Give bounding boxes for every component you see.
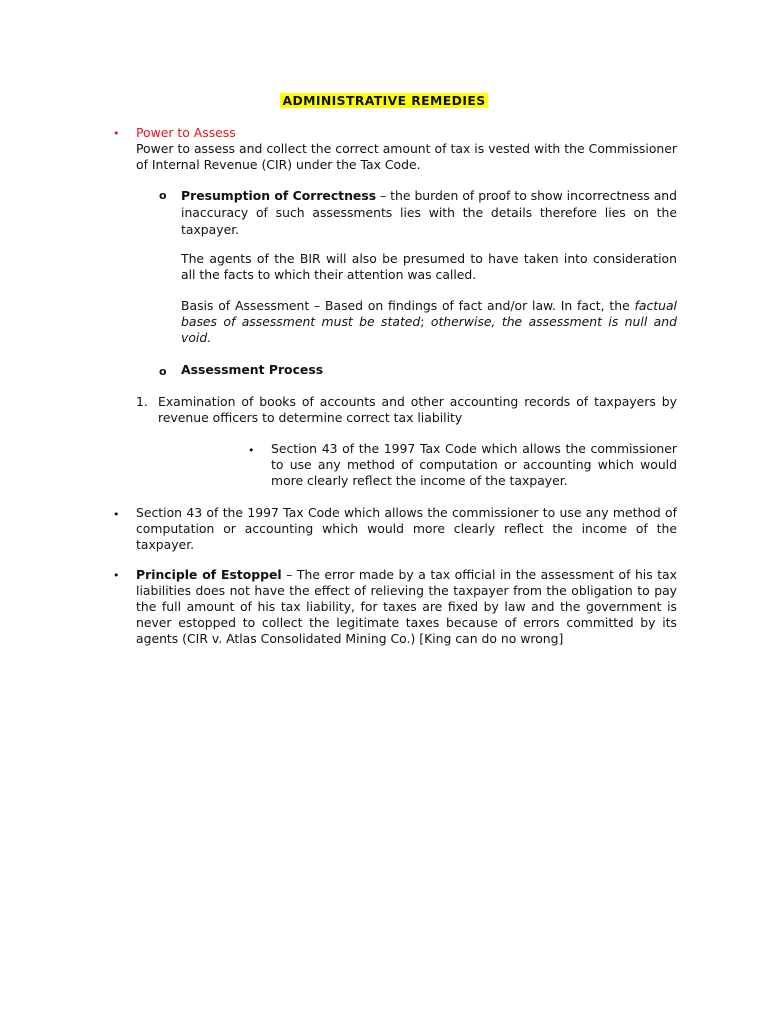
presumption-text: – the burden of proof to show incorrectness and inaccuracy of such assessments lies with the details therefore lies on the taxpayer. bbox=[181, 188, 678, 237]
assessment-process-section bbox=[181, 362, 677, 378]
assessment-item-1 bbox=[158, 394, 677, 426]
document-title: ADMINISTRATIVE REMEDIES bbox=[282, 93, 486, 108]
basis-text-2: ; bbox=[420, 314, 431, 329]
estoppel-heading: Principle of Estoppel bbox=[136, 567, 282, 582]
power-to-assess-section bbox=[136, 125, 677, 173]
sub-bullet-text: Section 43 of the 1997 Tax Code which allows the commissioner to use any method of computation or accounting which would more clearly reflect the income of the taxpayer. bbox=[271, 441, 677, 488]
bullet-dot: • bbox=[248, 444, 255, 457]
bullet-o: o bbox=[159, 365, 167, 378]
power-to-assess-heading: Power to Assess bbox=[136, 125, 236, 140]
basis-paragraph bbox=[181, 298, 677, 346]
bullet-dot: • bbox=[113, 127, 120, 140]
section-43-text: Section 43 of the 1997 Tax Code which allows the commissioner to use any method of computation or accounting which would more clearly reflect the income of the taxpayer. bbox=[136, 505, 677, 552]
agents-text: The agents of the BIR will also be presumed to have taken into consideration all the facts to which their attention was called. bbox=[181, 251, 677, 282]
power-to-assess-text: Power to assess and collect the correct amount of tax is vested with the Commissioner of Internal Revenue (CIR) under the Tax Code. bbox=[136, 141, 677, 172]
bullet-dot: • bbox=[113, 569, 120, 582]
presumption-section bbox=[181, 187, 677, 238]
basis-text-1: Basis of Assessment – Based on findings of fact and/or law. In fact, the bbox=[181, 298, 635, 313]
assessment-item-1-text: Examination of books of accounts and other accounting records of taxpayers by revenue officers to determine correct tax liability bbox=[158, 394, 677, 425]
title-container bbox=[0, 93, 768, 109]
sub-bullet-paragraph bbox=[271, 441, 677, 489]
list-number: 1. bbox=[136, 394, 148, 409]
basis-italic-2: otherwise, the assessment is null and void. bbox=[181, 314, 677, 345]
bullet-o: o bbox=[159, 189, 167, 202]
estoppel-section bbox=[136, 567, 677, 647]
basis-italic-1: factual bases of assessment must be stated bbox=[181, 298, 677, 329]
bullet-dot: • bbox=[113, 508, 120, 521]
agents-paragraph bbox=[181, 251, 677, 283]
section-43-paragraph bbox=[136, 505, 677, 553]
assessment-process-heading: Assessment Process bbox=[181, 362, 324, 377]
estoppel-text: – The error made by a tax official in the assessment of his tax liabilities does not have the effect of relieving the taxpayer from the obligation to pay the full amount of his tax liability, for taxes are fixed by law and the government is never estopped to collect the legitimate taxes because of errors committed by its agents (CIR v. Atlas Consolidated Mining Co.) [King can do no wrong] bbox=[136, 567, 677, 646]
presumption-heading: Presumption of Correctness bbox=[181, 188, 377, 203]
